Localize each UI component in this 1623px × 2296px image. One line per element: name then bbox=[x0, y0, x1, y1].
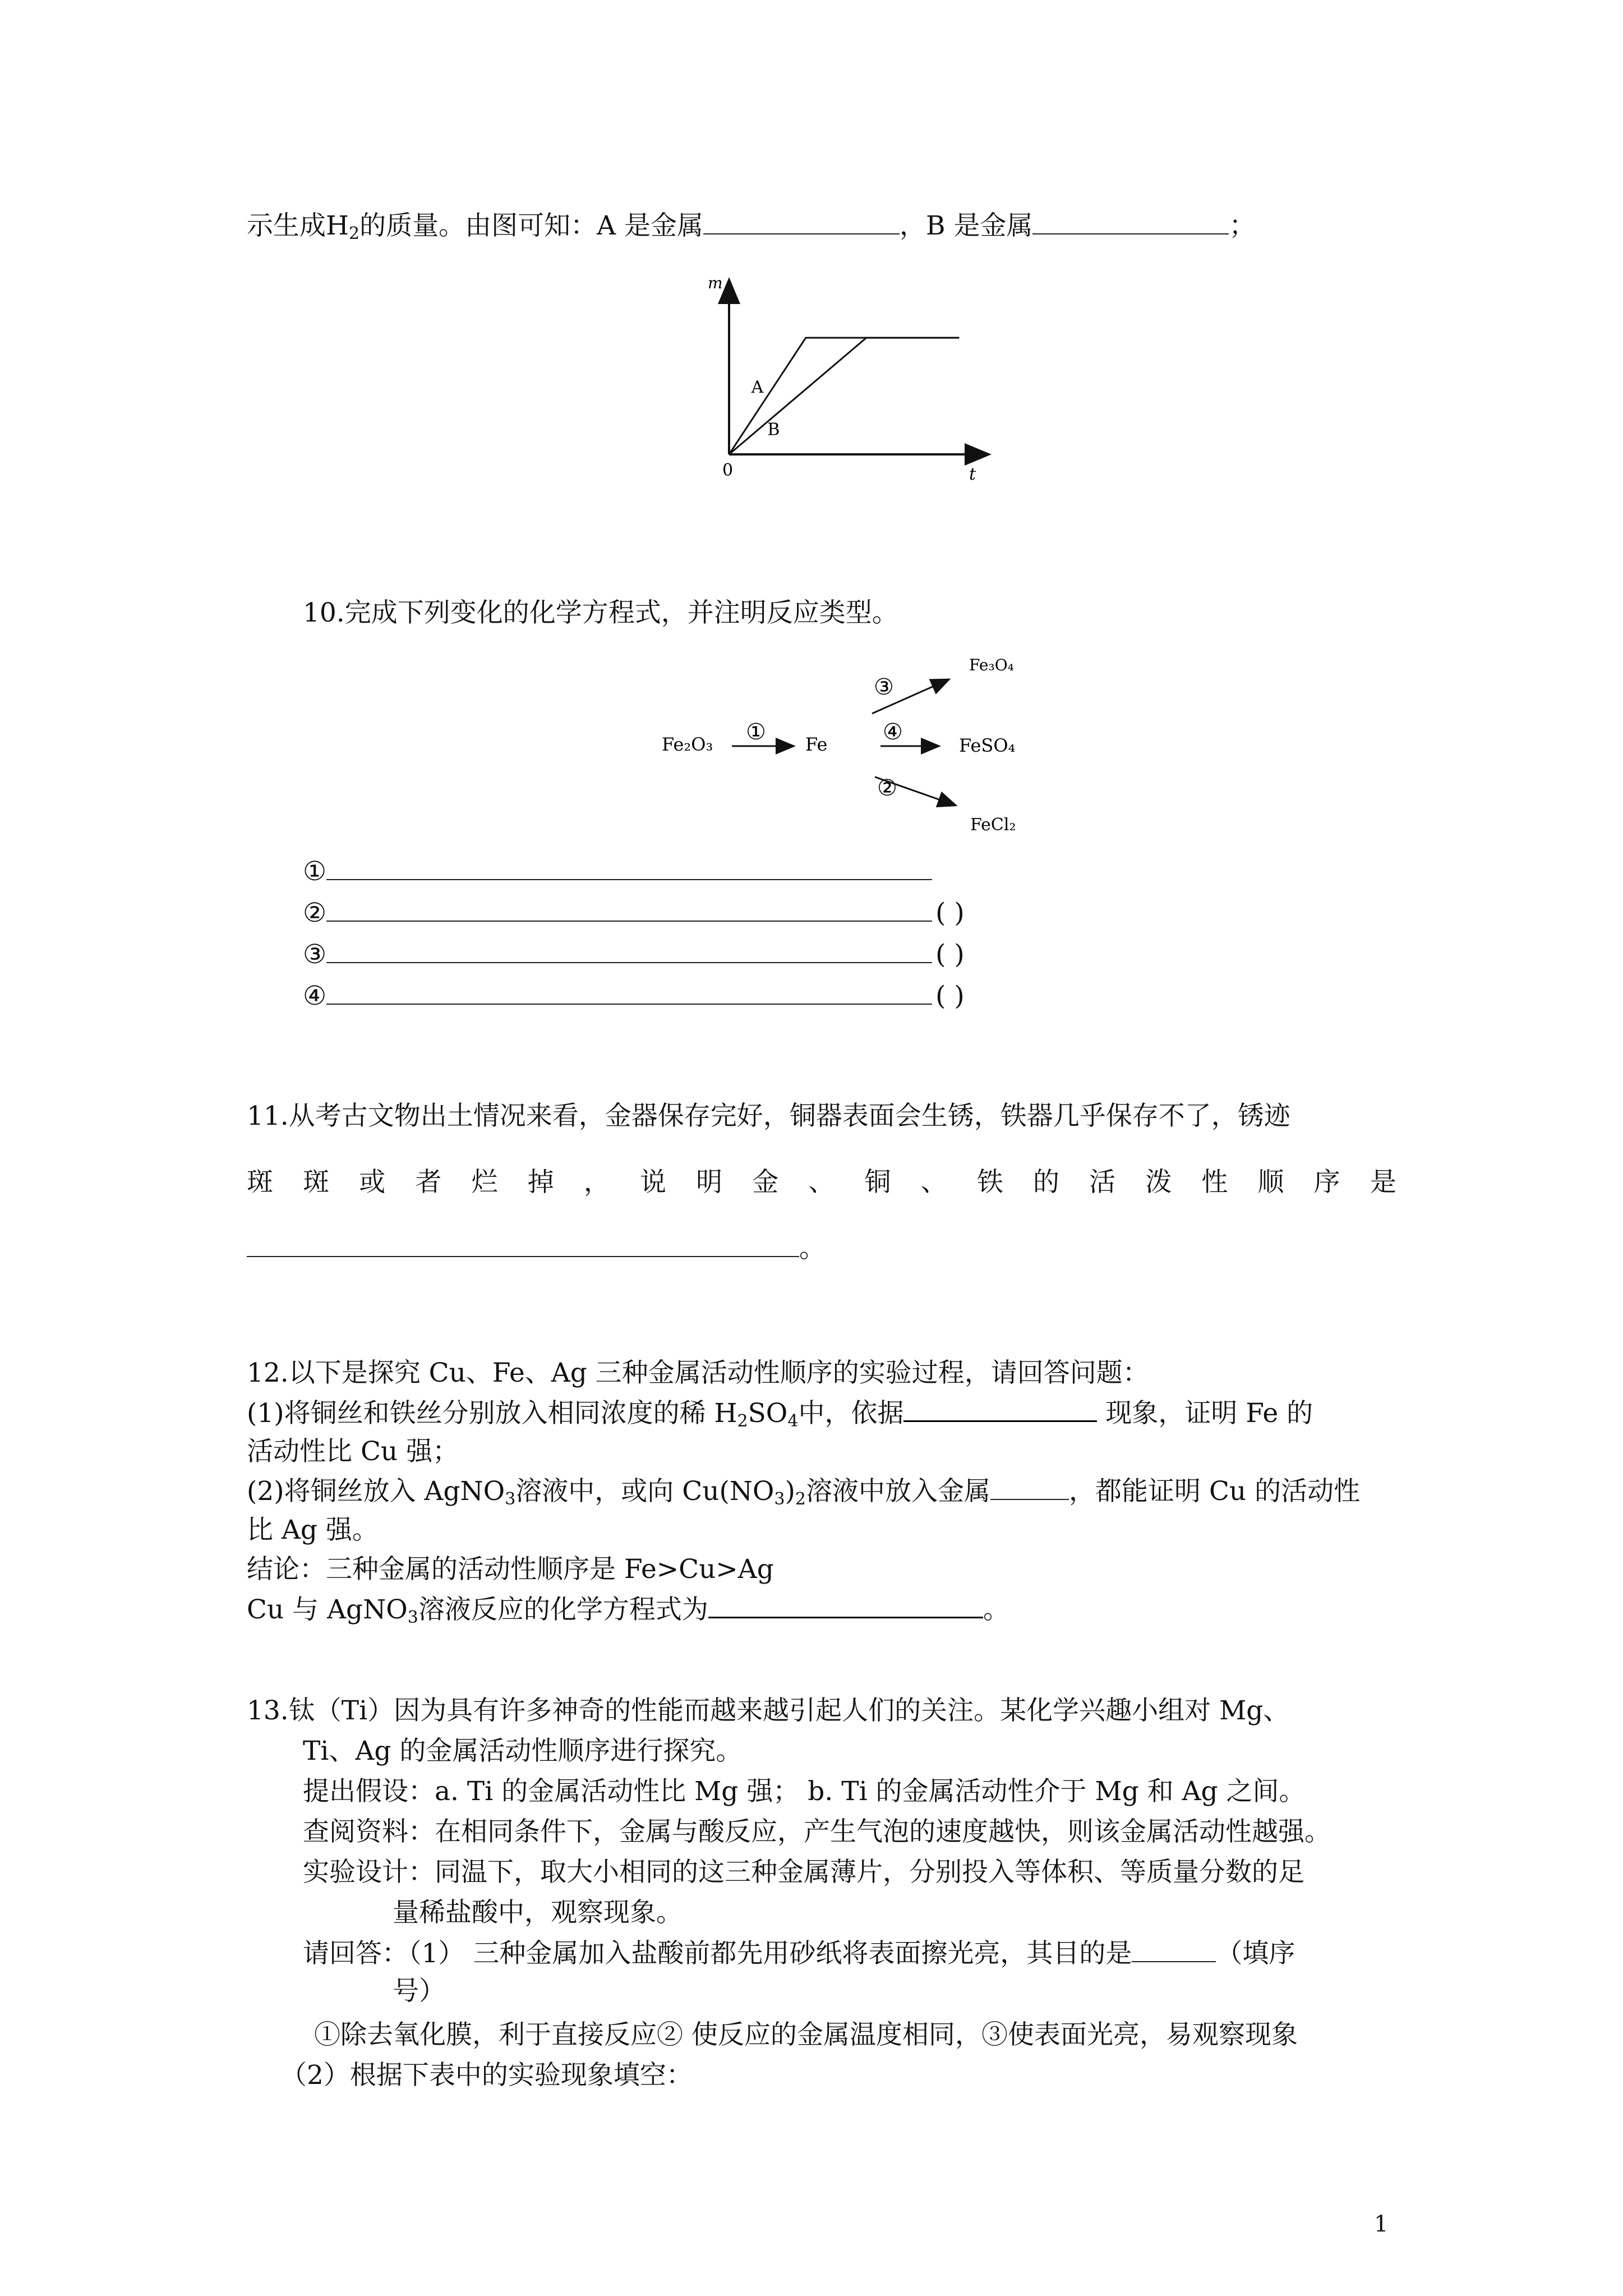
q13-answer-line2: 号） bbox=[393, 1976, 445, 2007]
answer-blank-b[interactable] bbox=[1032, 209, 1229, 234]
page-number: 1 bbox=[1374, 2211, 1389, 2237]
char: 性 bbox=[1201, 1167, 1228, 1198]
x-axis-label: t bbox=[969, 464, 976, 484]
text: (2)将铜丝放入 AgNO bbox=[247, 1476, 505, 1507]
char: 铁 bbox=[976, 1167, 1003, 1198]
equation-row-2 bbox=[303, 896, 965, 930]
equation-row-4 bbox=[303, 979, 965, 1013]
subscript: 3 bbox=[774, 1489, 785, 1509]
char: 活 bbox=[1089, 1167, 1116, 1198]
q9-end: ； bbox=[1229, 210, 1256, 241]
text: 现象，证明 Fe 的 bbox=[1097, 1398, 1313, 1429]
text: Cu 与 AgNO bbox=[247, 1594, 408, 1625]
subscript: 3 bbox=[407, 1608, 418, 1627]
char: 、 bbox=[808, 1167, 835, 1198]
subscript: 2 bbox=[737, 1411, 748, 1431]
char: 的 bbox=[1032, 1167, 1059, 1198]
series-line-b bbox=[729, 338, 959, 454]
y-axis-label: m bbox=[708, 274, 723, 292]
q12-p2 bbox=[247, 1474, 1360, 1508]
answer-blank-metal[interactable] bbox=[990, 1474, 1069, 1500]
char: 序 bbox=[1313, 1167, 1340, 1198]
text: 溶液反应的化学方程式为 bbox=[418, 1594, 708, 1625]
q12-p1 bbox=[247, 1396, 1313, 1430]
q13-answer-prompt bbox=[303, 1936, 1295, 1971]
series-line-a bbox=[729, 338, 959, 454]
q13-line1: 13.钛（Ti）因为具有许多神奇的性能而越来越引起人们的关注。某化学兴趣小组对 Mg、 bbox=[247, 1695, 1290, 1726]
row-number: ① bbox=[303, 856, 327, 887]
text: 溶液中，或向 Cu(NO bbox=[515, 1476, 774, 1507]
step3-number: ③ bbox=[874, 674, 894, 700]
row-number: ③ bbox=[303, 939, 327, 970]
series-label-a: A bbox=[751, 377, 764, 397]
char: ， bbox=[583, 1167, 610, 1198]
q11-end: 。 bbox=[799, 1233, 826, 1264]
equation-row-1 bbox=[303, 854, 932, 889]
q13-reference: 查阅资料：在相同条件下，金属与酸反应，产生气泡的速度越快，则该金属活动性越强。 bbox=[303, 1816, 1331, 1847]
text: (1)将铜丝和铁丝分别放入相同浓度的稀 H bbox=[247, 1398, 737, 1429]
answer-blank-phenomenon[interactable] bbox=[903, 1396, 1097, 1422]
equation-blank-3[interactable] bbox=[326, 937, 932, 963]
row-number: ④ bbox=[303, 981, 327, 1011]
q11-line3 bbox=[247, 1231, 826, 1266]
q12-equation bbox=[247, 1592, 1009, 1627]
char: 斑 bbox=[303, 1167, 330, 1198]
text: （填序 bbox=[1216, 1938, 1295, 1969]
answer-blank-q11[interactable] bbox=[247, 1231, 799, 1257]
q13-hypothesis: 提出假设：a. Ti 的金属活动性比 Mg 强； b. Ti 的金属活动性介于 Mg 和 Ag 之间。 bbox=[303, 1776, 1306, 1807]
equation-blank-2[interactable] bbox=[326, 896, 932, 922]
q9-text-a: 示生成 bbox=[247, 210, 326, 241]
row-number: ② bbox=[303, 898, 327, 928]
fe3o4-label: Fe₃O₄ bbox=[969, 656, 1014, 674]
text: 请回答：（1） 三种金属加入盐酸前都先用砂纸将表面擦光亮，其目的是 bbox=[303, 1938, 1132, 1969]
equation-blank-4[interactable] bbox=[326, 979, 932, 1005]
text: SO bbox=[748, 1398, 788, 1429]
q9-line bbox=[247, 209, 1255, 243]
char: 金 bbox=[752, 1167, 779, 1198]
answer-blank-purpose[interactable] bbox=[1132, 1936, 1216, 1962]
char: 顺 bbox=[1257, 1167, 1284, 1198]
equation-row-3 bbox=[303, 937, 965, 972]
series-label-b: B bbox=[767, 420, 780, 440]
char: 掉 bbox=[527, 1167, 554, 1198]
step1-number: ① bbox=[746, 719, 766, 745]
char: 是 bbox=[1370, 1167, 1396, 1198]
char: 烂 bbox=[471, 1167, 498, 1198]
char: 明 bbox=[696, 1167, 723, 1198]
text: ) bbox=[785, 1476, 795, 1507]
char: 说 bbox=[639, 1167, 666, 1198]
q13-options: ①除去氧化膜，利于直接反应② 使反应的金属温度相同，③使表面光亮，易观察现象 bbox=[314, 2019, 1298, 2050]
equation-blank-1[interactable] bbox=[326, 854, 932, 880]
q13-part2: （2）根据下表中的实验现象填空： bbox=[280, 2060, 693, 2091]
reaction-type-paren[interactable]: ( ) bbox=[935, 898, 965, 928]
text: ，都能证明 Cu 的活动性 bbox=[1069, 1476, 1361, 1507]
origin-label: 0 bbox=[722, 461, 734, 480]
text: 。 bbox=[983, 1594, 1009, 1625]
subscript: 3 bbox=[505, 1489, 516, 1509]
h2-subscript: 2 bbox=[349, 224, 360, 243]
char: 者 bbox=[415, 1167, 442, 1198]
q9-sep: ，B 是金属 bbox=[899, 210, 1033, 241]
hydrogen-mass-chart bbox=[695, 269, 1009, 488]
reaction-type-paren[interactable]: ( ) bbox=[935, 981, 965, 1011]
text: 溶液中放入金属 bbox=[806, 1476, 990, 1507]
q10-title: 10.完成下列变化的化学方程式，并注明反应类型。 bbox=[303, 597, 898, 628]
q9-text-b: 的质量。由图可知：A 是金属 bbox=[359, 210, 703, 241]
answer-blank-equation[interactable] bbox=[708, 1592, 983, 1618]
feso4-label: FeSO₄ bbox=[959, 735, 1016, 756]
q11-line2 bbox=[247, 1166, 1396, 1199]
q11-line1: 11.从考古文物出土情况来看，金器保存完好，铜器表面会生锈，铁器几乎保存不了，锈迹 bbox=[247, 1101, 1290, 1131]
step4-number: ④ bbox=[883, 719, 903, 745]
char: 、 bbox=[920, 1167, 947, 1198]
subscript: 4 bbox=[787, 1411, 799, 1431]
iron-reaction-diagram bbox=[656, 645, 1038, 847]
char: 或 bbox=[359, 1167, 386, 1198]
q12-title: 12.以下是探究 Cu、Fe、Ag 三种金属活动性顺序的实验过程，请回答问题： bbox=[247, 1358, 1149, 1388]
q13-design1: 实验设计：同温下，取大小相同的这三种金属薄片，分别投入等体积、等质量分数的足 bbox=[303, 1857, 1304, 1888]
q12-p1-line2: 活动性比 Cu 强； bbox=[247, 1436, 459, 1467]
q13-design2: 量稀盐酸中，观察现象。 bbox=[393, 1897, 683, 1928]
q12-conclusion: 结论：三种金属的活动性顺序是 Fe>Cu>Ag bbox=[247, 1554, 774, 1585]
q12-p2-line2: 比 Ag 强。 bbox=[247, 1515, 379, 1545]
char: 铜 bbox=[864, 1167, 891, 1198]
fecl2-label: FeCl₂ bbox=[970, 815, 1016, 835]
text: 中，依据 bbox=[798, 1398, 904, 1429]
fe2o3-label: Fe₂O₃ bbox=[662, 734, 713, 755]
char: 斑 bbox=[247, 1167, 273, 1198]
h2-symbol: H bbox=[326, 210, 349, 241]
answer-blank-a[interactable] bbox=[703, 209, 900, 234]
fe-label: Fe bbox=[805, 734, 828, 755]
subscript: 2 bbox=[795, 1489, 806, 1509]
char: 泼 bbox=[1145, 1167, 1172, 1198]
q13-line2: Ti、Ag 的金属活动性顺序进行探究。 bbox=[303, 1736, 743, 1766]
step2-number: ② bbox=[877, 775, 897, 801]
reaction-type-paren[interactable]: ( ) bbox=[935, 939, 965, 970]
